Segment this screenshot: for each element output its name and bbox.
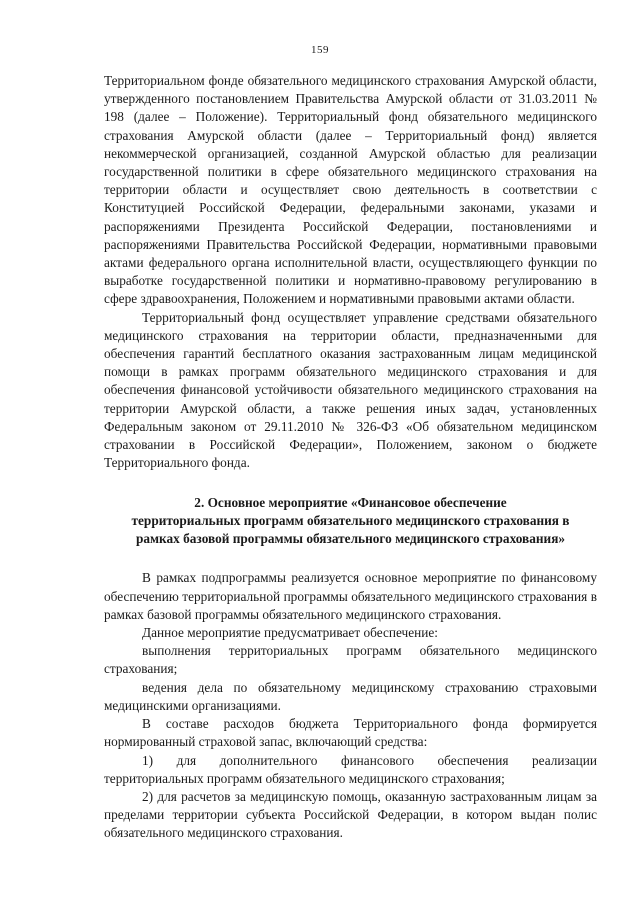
- section-heading-line: рамках базовой программы обязательного медицинского страхования»: [135, 531, 566, 547]
- section-heading-line: территориальных программ обязательного медицинского страхования в: [131, 513, 570, 529]
- list-item-execution: выполнения территориальных программ обязательного медицинского страхования;: [104, 643, 597, 677]
- page-number: 159: [311, 44, 329, 56]
- paragraph-subprogram: В рамках подпрограммы реализуется основное мероприятие по финансовому обеспечению территориальной программы обязательного медицинского страхования в рамках базовой программы обязательного медицинского страхования.: [104, 570, 597, 622]
- list-item-reserve-1: 1) для дополнительного финансового обеспечения реализации территориальных программ обязательного медицинского страхования;: [104, 752, 597, 786]
- section-heading: [104, 494, 597, 548]
- paragraph-fund-status: Территориальном фонде обязательного медицинского страхования Амурской области, утвержденного постановлением Правительства Амурской области от 31.03.2011 № 198 (далее – Положение). Территориальный фонд обязательного медицинского страхования Амурской области (далее – Территориальный фонд) является некоммерческой организацией, созданной Амурской областью для реализации государственной политики в сфере обязательного медицинского страхования на территории области и осуществляет свою деятельность в соответствии с Конституцией Российской Федерации, федеральными законами, указами и распоряжениями Президента Российской Федерации, постановлениями и распоряжениями Правительства Российской Федерации, нормативными правовыми актами федерального органа исполнительной власти, осуществляющего функции по выработке государственной политики и нормативно-правовому регулированию в сфере здравоохранения, Положением и нормативными правовыми актами области.: [104, 73, 597, 307]
- paragraph-reserve: В составе расходов бюджета Территориального фонда формируется нормированный страховой запас, включающий средства:: [104, 716, 597, 750]
- section-heading-line: 2. Основное мероприятие «Финансовое обеспечение: [194, 495, 507, 511]
- paragraph-fund-management: Территориальный фонд осуществляет управление средствами обязательного медицинского страхования на территории области, предназначенными для обеспечения гарантий бесплатного оказания застрахованным лицам медицинской помощи в рамках программ обязательного медицинского страхования и для обеспечения финансовой устойчивости обязательного медицинского страхования на территории Амурской области, а также решения иных задач, установленных Федеральным законом от 29.11.2010 № 326-ФЗ «Об обязательном медицинском страховании в Российской Федерации», Положением, законом о бюджете Территориального фонда.: [104, 309, 597, 471]
- document-body: [104, 72, 597, 843]
- paragraph-provides: Данное мероприятие предусматривает обеспечение:: [142, 625, 438, 641]
- list-item-reserve-2: 2) для расчетов за медицинскую помощь, оказанную застрахованным лицам за пределами территории субъекта Российской Федерации, в котором выдан полис обязательного медицинского страхования.: [104, 788, 597, 841]
- list-item-case-management: ведения дела по обязательному медицинскому страхованию страховыми медицинскими организациями.: [104, 679, 597, 713]
